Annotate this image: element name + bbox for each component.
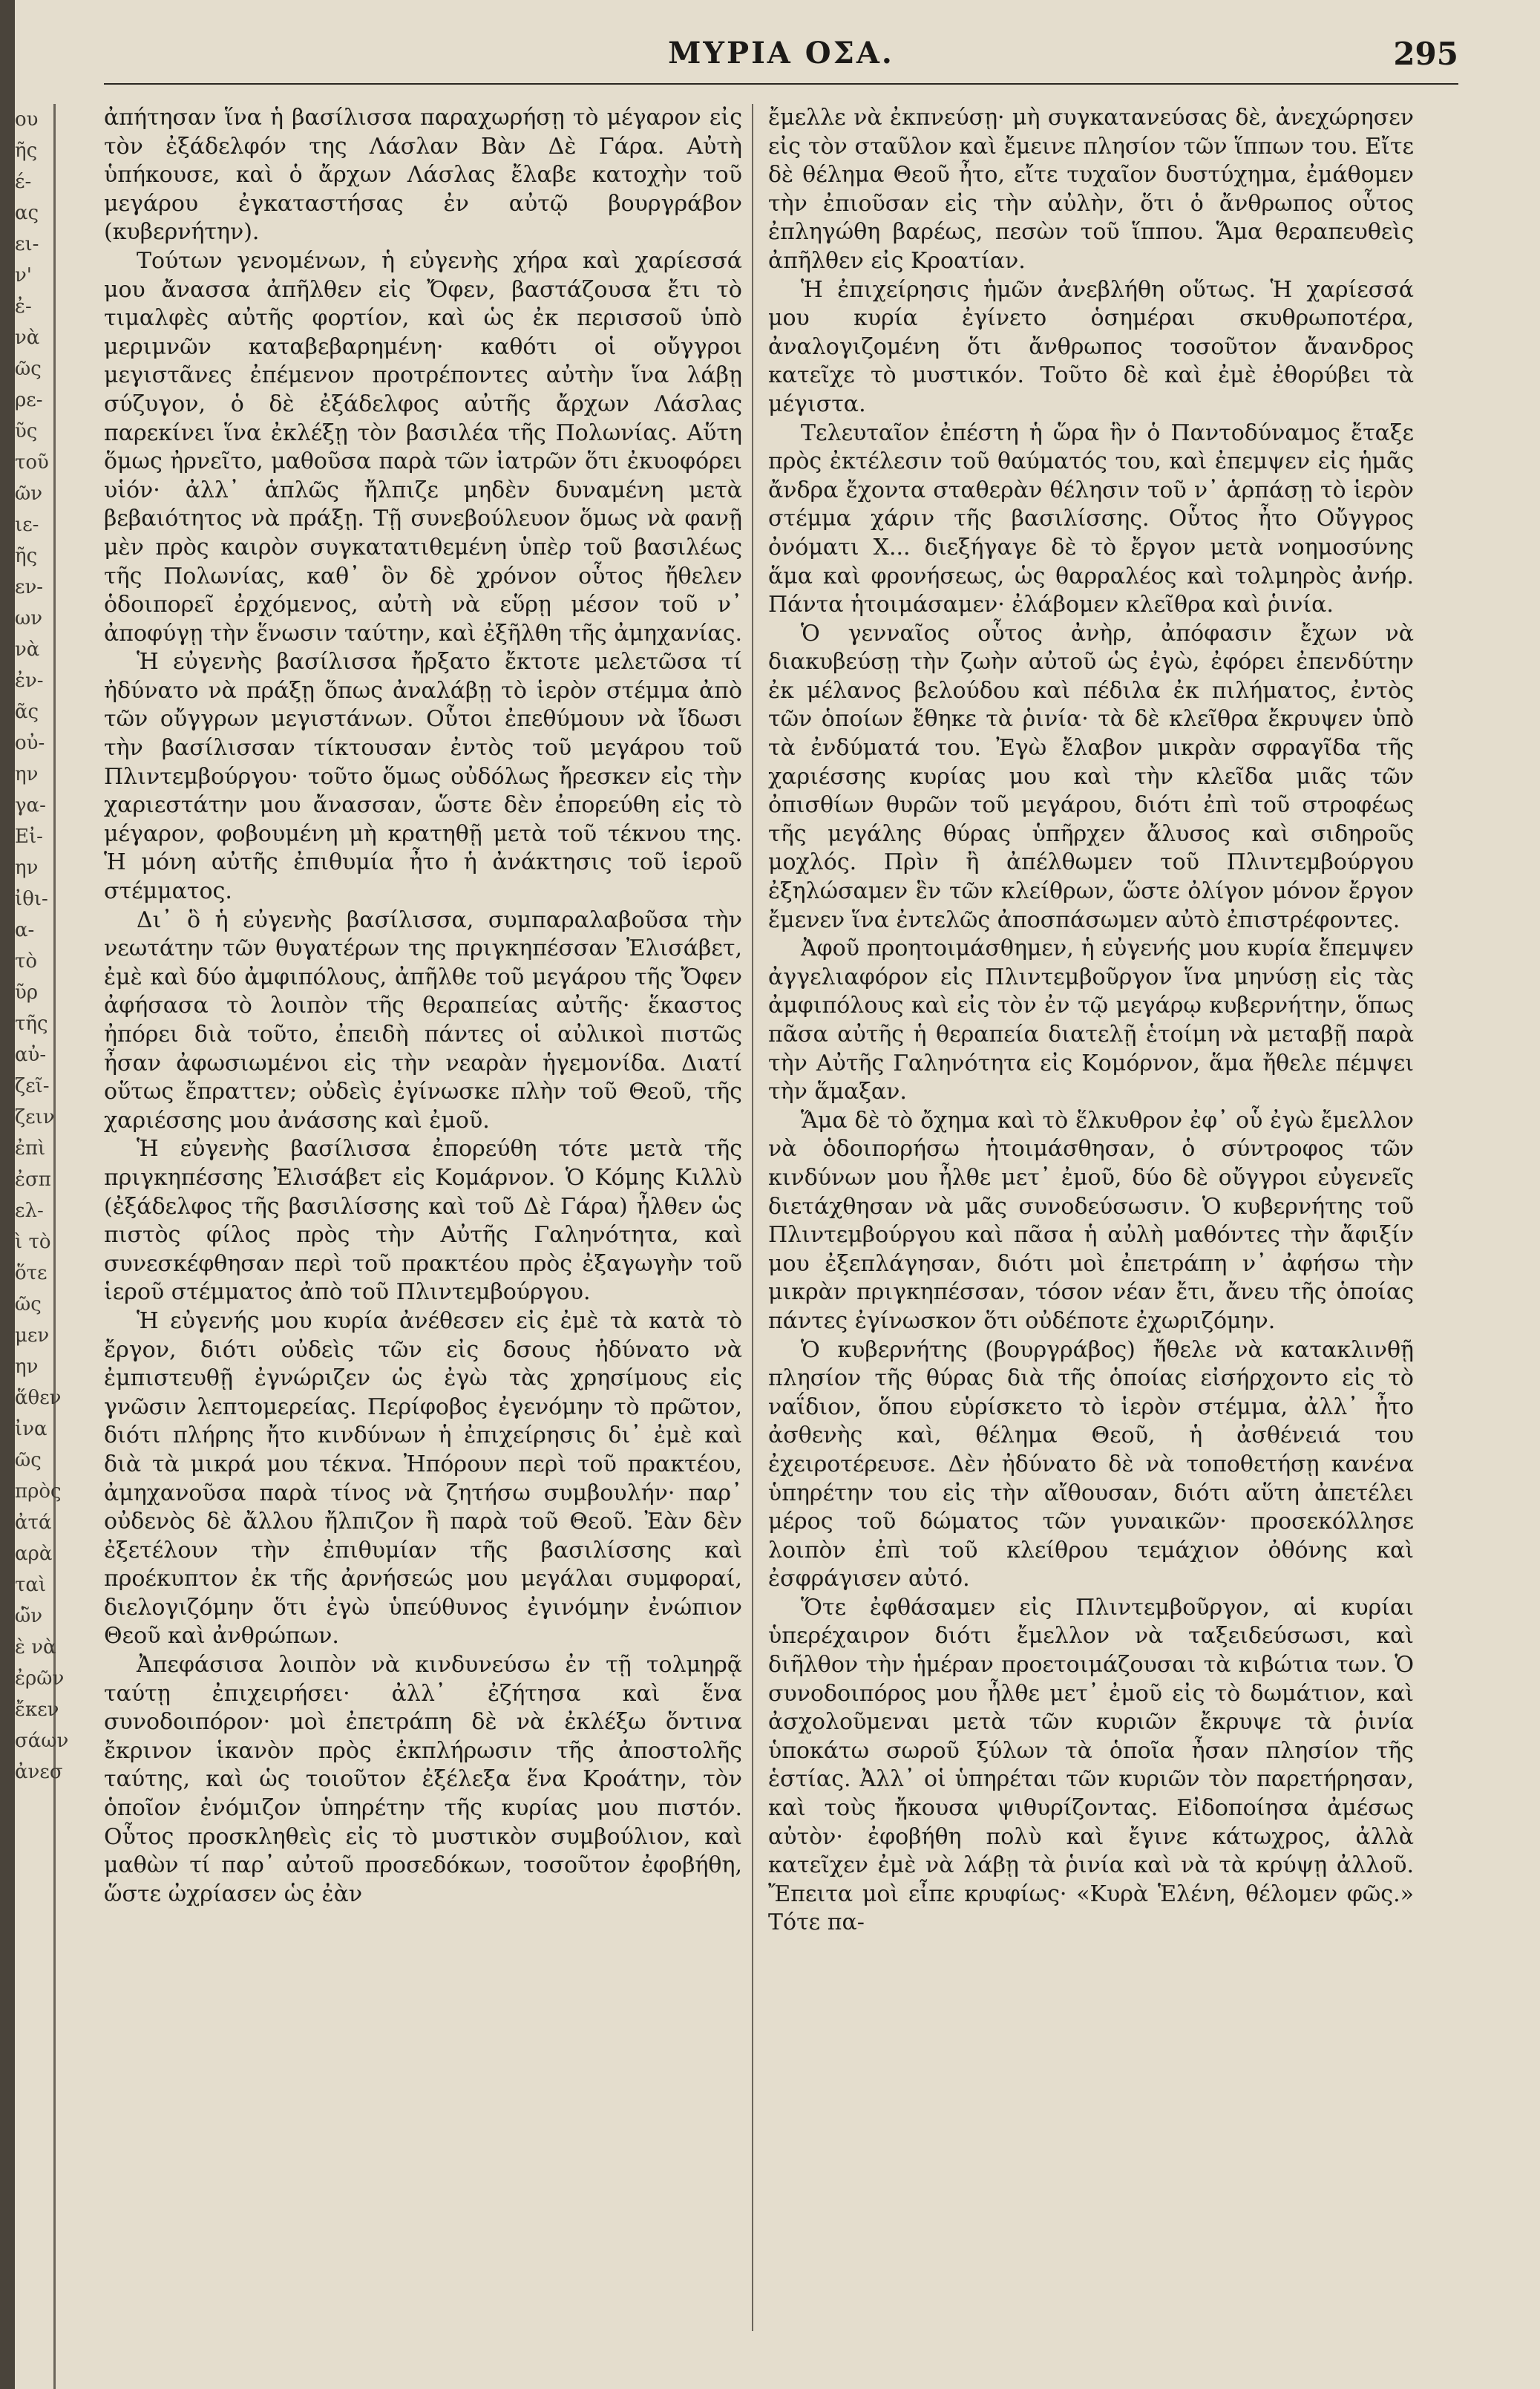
margin-fragment: ὲ νὰ: [15, 1636, 56, 1658]
margin-fragment: ὅτε: [15, 1262, 47, 1284]
margin-fragment: ει-: [15, 233, 39, 255]
margin-fragment: ῶς: [15, 1449, 42, 1471]
left-column: [104, 104, 742, 1909]
margin-fragment: ἐσπ: [15, 1169, 51, 1191]
paragraph: Τελευταῖον ἐπέστη ἡ ὥρα ἣν ὁ Παντοδύναμος ἔταξε πρὸς ἐκτέλεσιν τοῦ θαύματός του, καὶ ἐπεμψεν εἰς ἡμᾶς ἄνδρα ἔχοντα σταθερὰν θέλησιν τοῦ ν᾿ ἁρπάσῃ τὸ ἱερὸν στέμμα χάριν τῆς βασιλίσσης. Οὗτος ἦτο Οὔγγρος ὀνόματι Χ... διεξήγαγε δὲ τὸ ἔργον μετὰ νοημοσύνης ἅμα καὶ φρονήσεως, ὡς θαρραλέος καὶ τολμηρὸς ἀνήρ. Πάντα ἡτοιμάσαμεν· ἐλάβομεν κλεῖθρα καὶ ῥινία.: [768, 419, 1414, 618]
margin-fragment: εν-: [15, 576, 44, 598]
margin-fragment: σάων: [15, 1730, 69, 1752]
page-number: 295: [1393, 36, 1458, 72]
paragraph: Ὁ κυβερνήτης (βουργράβος) ἤθελε νὰ κατακλινθῇ πλησίον τῆς θύρας διὰ τῆς ὁποίας εἰσήρχοντο εἰς τὸ ναΐδιον, ὅπου εὑρίσκετο τὸ ἱερὸν στέμμα, ἀλλ᾿ ἦτο ἀσθενὴς καὶ, θέλημα Θεοῦ, ἡ ἀσθένειά του ἐχειροτέρευσε. Δὲν ἠδύνατο δὲ νὰ τοποθετήσῃ κανένα ὑπηρέτην του εἰς τὴν αἴθουσαν, διότι αὕτη ἀπετέλει μέρος τοῦ δώματος τῶν γυναικῶν· προσεκόλλησε λοιπὸν ἐπὶ τοῦ κλείθρου τεμάχιον ὀθόνης καὶ ἐσφράγισεν αὐτό.: [768, 1336, 1414, 1592]
margin-fragment: νὰ: [15, 638, 40, 661]
margin-fragment: ζειν: [15, 1106, 55, 1128]
paragraph: Ὁ γενναῖος οὗτος ἀνὴρ, ἀπόφασιν ἔχων νὰ διακυβεύσῃ τὴν ζωὴν αὐτοῦ ὡς ἐγὼ, ἐφόρει ἐπενδύτην ἐκ μέλανος βελούδου καὶ πέδιλα ἐκ πιλήματος, ἐντὸς τῶν ὁποίων ἔθηκε τὰ ῥινία· τὰ δὲ κλεῖθρα ἔκρυψεν ὑπὸ τὰ ἐνδύματά του. Ἐγὼ ἔλαβον μικρὰν σφραγῖδα τῆς χαριέσσης κυρίας μου καὶ τὴν κλεῖδα μιᾶς τῶν ὀπισθίων θυρῶν τοῦ μεγάρου, διότι ἐπὶ τοῦ στροφέως τῆς μεγάλης θύρας ὑπῆρχεν ἄλυσος καὶ σιδηροῦς μοχλός. Πρὶν ἢ ἀπέλθωμεν τοῦ Πλιντεμβούργου ἐξηλώσαμεν ἓν τῶν κλείθρων, ὥστε ὀλίγον μόνον ἔργον ἔμενεν ἵνα ἐντελῶς ἀποσπάσωμεν αὐτὸ ἐπιστρέφοντες.: [768, 620, 1414, 933]
margin-fragment: ἀνεσ: [15, 1761, 63, 1783]
margin-fragment: πρὸς: [15, 1480, 62, 1503]
paragraph: Ἡ εὐγενής μου κυρία ἀνέθεσεν εἰς ἐμὲ τὰ κατὰ τὸ ἔργον, διότι οὐδεὶς τῶν εἰς δσους ἠδύνατο νὰ ἐμπιστευθῇ ἐγνώριζεν ὡς ἐγὼ τὰς χρησίμους εἰς γνῶσιν λεπτομερείας. Περίφοβος ἐγενόμην τὸ πρῶτον, διότι πλήρης ἤτο κινδύνων ἡ ἐπιχείρησις δι᾿ ἐμὲ καὶ διὰ τὰ μικρά μου τέκνα. Ἠπόρουν περὶ τοῦ πρακτέου, ἀμηχανοῦσα παρὰ τίνος νὰ ζητήσω συμβουλήν· παρ᾿ οὐδενὸς δὲ ἄλλου ἤλπιζον ἢ παρὰ τοῦ Θεοῦ. Ἐὰν δὲν ἐξετέλουν τὴν ἐπιθυμίαν τῆς βασιλίσσης καὶ προέκυπτον ἐκ τῆς ἀρνήσεώς μου μεγάλαι συμφοραί, διελογιζόμην ὅτι ἐγὼ ὑπεύθυνος ἐγινόμην ἐνώπιον Θεοῦ καὶ ἀνθρώπων.: [104, 1307, 742, 1650]
margin-fragment: ῦρ: [15, 981, 39, 1004]
paragraph: Ἡ εὐγενὴς βασίλισσα ἤρξατο ἔκτοτε μελετῶσα τί ἠδύνατο νὰ πράξῃ ὅπως ἀναλάβῃ τὸ ἱερὸν στέμμα ἀπὸ τῶν οὔγγρων μεγιστάνων. Οὗτοι ἐπεθύμουν νὰ ἴδωσι τὴν βασίλισσαν τίκτουσαν ἐντὸς τοῦ μεγάρου τοῦ Πλιντεμβούργου· τοῦτο ὅμως οὐδόλως ἤρεσκεν εἰς τὴν χαριεστάτην μου ἄνασσαν, ὥστε δὲν ἐπορεύθη εἰς τὸ μέγαρον, φοβουμένη μὴ κρατηθῇ μετὰ τοῦ τέκνου της. Ἡ μόνη αὐτῆς ἐπιθυμία ἦτο ἡ ἀνάκτησις τοῦ ἱεροῦ στέμματος.: [104, 649, 742, 905]
margin-fragment: ην: [15, 857, 39, 879]
margin-fragment: αὐ-: [15, 1044, 47, 1066]
margin-fragment: ἐρῶν: [15, 1667, 65, 1690]
margin-fragment: ὶ τὸ: [15, 1231, 51, 1253]
margin-fragment: ἐν-: [15, 670, 44, 692]
margin-fragment: ῆς: [15, 140, 38, 162]
margin-fragment: οὐ-: [15, 732, 45, 754]
paragraph: Ὅτε ἐφθάσαμεν εἰς Πλιντεμβοῦργον, αἱ κυρίαι ὑπερέχαιρον διότι ἔμελλον νὰ ταξειδεύσωσι, καὶ διῆλθον τὴν ἡμέραν προετοιμάζουσαι τὰ κιβώτια των. Ὁ συνοδοιπόρος μου ἦλθε μετ᾿ ἐμοῦ εἰς τὸ δωμάτιον, καὶ ἀσχολοῦμεναι μετὰ τῶν κυριῶν ἔκρυψε τὰ ῥινία ὑποκάτω σωροῦ ξύλων τὰ ὁποῖα ἦσαν πλησίον τῆς ἑστίας. Ἀλλ᾿ οἱ ὑπηρέται τῶν κυριῶν τὸν παρετήρησαν, καὶ τοὺς ἤκουσα ψιθυρίζοντας. Εἰδοποίησα ἀμέσως αὐτὸν· ἐφοβήθη πολὺ καὶ ἔγινε κάτωχρος, ἀλλὰ κατεῖχεν ἐμὲ νὰ λάβῃ τὰ ῥινία καὶ νὰ τὰ κρύψῃ ἀλλοῦ. Ἔπειτα μοὶ εἶπε κρυφίως· «Κυρὰ Ἑλένη, θέλομεν φῶς.» Τότε πα-: [768, 1594, 1414, 1936]
page-header: [104, 36, 1458, 77]
margin-fragment: ιε-: [15, 514, 39, 536]
paragraph: Ἡ εὐγενὴς βασίλισσα ἐπορεύθη τότε μετὰ τῆς πριγκηπέσσης Ἐλισάβετ εἰς Κομάρνον. Ὁ Κόμης Κιλλὺ (ἐξάδελφος τῆς βασιλίσσης καὶ τοῦ Δὲ Γάρα) ἦλθεν ὡς πιστὸς φίλος πρὸς τὴν Αὐτῆς Γαληνότητα, καὶ συνεσκέφθησαν περὶ τοῦ πρακτέου πρὸς ἐξαγωγὴν τοῦ ἱεροῦ στέμματος ἀπὸ τοῦ Πλιντεμβούργου.: [104, 1136, 742, 1306]
margin-fragment: ᾶς: [15, 701, 39, 723]
margin-fragment: ἰθι-: [15, 888, 48, 910]
margin-fragment: ην: [15, 763, 39, 785]
margin-fragment: ἐ-: [15, 295, 32, 318]
margin-fragment: Εἰ-: [15, 826, 43, 848]
margin-fragment: ὡ̃ν: [15, 1605, 43, 1627]
book-page: [15, 0, 1540, 2389]
margin-fragment: μεν: [15, 1324, 50, 1347]
paragraph: Τούτων γενομένων, ἡ εὐγενὴς χήρα καὶ χαρίεσσά μου ἄνασσα ἀπῆλθεν εἰς Ὄφεν, βαστάζουσα ἔτι τὸ τιμαλφὲς αὐτῆς φορτίον, καὶ ὡς ἐκ περισσοῦ ὑπὸ μεριμνῶν καταβεβαρημένη· καθότι οἱ οὔγγροι μεγιστᾶνες ἐπέμενον προτρέποντες αὐτὴν ἵνα λάβῃ σύζυγον, ὁ δὲ ἐξάδελφος αὐτῆς ἄρχων Λάσλας παρεκίνει ἵνα ἐκλέξῃ τὸν βασιλέα τῆς Πολωνίας. Αὕτη ὅμως ἠρνεῖτο, μαθοῦσα παρὰ τῶν ἰατρῶν ὅτι ἐκυοφόρει υἱόν· ἀλλ᾿ ἁπλῶς ἤλπιζε μηδὲν δυναμένη μετὰ βεβαιότητος νὰ πράξῃ. Τῇ συνεβούλευον ὅμως νὰ φανῇ μὲν πρὸς καιρὸν συγκατατιθεμένη ὑπὲρ τοῦ βασιλέως τῆς Πολωνίας, καθ᾿ ὃν δὲ χρόνον οὗτος ἤθελεν ὁδοιπορεῖ ἐρχόμενος, αὐτὴ νὰ εὕρῃ μέσον τοῦ ν᾿ ἀποφύγῃ τὴν ἕνωσιν ταύτην, καὶ ἐξῆλθη τῆς ἀμηχανίας.: [104, 247, 743, 647]
margin-fragment: ας: [15, 202, 39, 224]
margin-fragment: ου: [15, 108, 39, 131]
margin-fragment: έ-: [15, 171, 32, 193]
margin-fragment: ν': [15, 264, 32, 287]
margin-fragment: ἰνα: [15, 1418, 47, 1440]
margin-fragment: ῆς: [15, 545, 38, 567]
margin-fragment: ἀτά: [15, 1511, 52, 1534]
margin-fragment: ῶς: [15, 1293, 42, 1316]
margin-fragment: α-: [15, 919, 35, 941]
paragraph: ἔμελλε νὰ ἐκπνεύσῃ· μὴ συγκατανεύσας δὲ, ἀνεχώρησεν εἰς τὸν σταῦλον καὶ ἔμεινε πλησίον τῶν ἵππων του. Εἴτε δὲ θέλημα Θεοῦ ἦτο, εἴτε τυχαῖον δυστύχημα, ἐμάθομεν τὴν ἐπιοῦσαν εἰς τὴν αὐλὴν, ὅτι ὁ ἄνθρωπος οὗτος ἐπληγώθη βαρέως, πεσὼν τοῦ ἵππου. Ἅμα θεραπευθεὶς ἀπῆλθεν εἰς Κροατίαν.: [768, 105, 1414, 274]
margin-fragment: ῶς: [15, 358, 42, 380]
paragraph: ἀπήτησαν ἵνα ἡ βασίλισσα παραχωρήσῃ τὸ μέγαρον εἰς τὸν ἐξάδελφόν της Λάσλαν Βὰν Δὲ Γάρα. Αὐτὴ ὑπήκουσε, καὶ ὁ ἄρχων Λάσλας ἔλαβε κατοχὴν τοῦ μεγάρου ἐγκαταστήσας ἐν αὐτῷ βουργράβον (κυβερνήτην).: [104, 105, 742, 246]
margin-fragment: ην: [15, 1356, 39, 1378]
margin-fragment: ἔκεν: [15, 1699, 59, 1721]
header-rule: [104, 83, 1458, 85]
margin-fragment: ῶν: [15, 483, 43, 505]
margin-fragment: τοῦ: [15, 451, 49, 474]
paragraph: Ἀφοῦ προητοιμάσθημεν, ἡ εὐγενής μου κυρία ἔπεμψεν ἀγγελιαφόρον εἰς Πλιντεμβοῦργον ἵνα μηνύσῃ εἰς τὰς ἀμφιπόλους καὶ εἰς τὸν ἐν τῷ μεγάρῳ κυβερνήτην, ὅπως πᾶσα αὐτῆς ἡ θεραπεία διατελῇ ἑτοίμη νὰ μεταβῇ παρὰ τὴν Αὐτῆς Γαληνότητα εἰς Κομόρνον, ἅμα ἤθελε πέμψει τὴν ἅμαξαν.: [768, 935, 1414, 1105]
right-column: [768, 104, 1414, 1938]
margin-fragment: ἅθεν: [15, 1387, 62, 1409]
margin-fragment: ρε-: [15, 389, 43, 411]
margin-fragment: τῆς: [15, 1013, 48, 1035]
margin-fragment: γα-: [15, 794, 46, 817]
margin-fragment: ελ-: [15, 1200, 44, 1222]
paragraph: Ἅμα δὲ τὸ ὄχημα καὶ τὸ ἕλκυθρον ἐφ᾿ οὗ ἐγὼ ἔμελλον νὰ ὁδοιπορήσω ἡτοιμάσθησαν, ὁ σύντροφος τῶν κινδύνων μου ἦλθε μετ᾿ ἐμοῦ, δύο δὲ οὔγγροι εὐγενεῖς διετάχθησαν νὰ μᾶς συνοδεύσωσιν. Ὁ κυβερνήτης τοῦ Πλιντεμβούργου καὶ πᾶσα ἡ αὐλὴ μαθόντες τὴν ἄφιξίν μου ἐξεπλάγησαν, διότι μοὶ ἐπετράπη ν᾿ ἀφήσω τὴν μικρὰν πριγκηπέσσαν, τόσον νέαν ἔτι, ἄνευ τῆς ὁποίας πάντες ἐγίνωσκον ὅτι οὐδέποτε ἐχωριζόμην.: [768, 1107, 1414, 1334]
margin-fragment: ζεῖ-: [15, 1075, 50, 1097]
paragraph: Ἡ ἐπιχείρησις ἡμῶν ἀνεβλήθη οὕτως. Ἡ χαρίεσσά μου κυρία ἐγίνετο ὁσημέραι σκυθρωποτέρα, ἀναλογιζομένη ὅτι ἄνθρωπος τοσοῦτον ἄνανδρος κατεῖχε τὸ μυστικόν. Τοῦτο δὲ καὶ ἐμὲ ἐθορύβει τὰ μέγιστα.: [768, 276, 1414, 417]
margin-fragment: ῦς: [15, 420, 38, 442]
margin-fragment: ων: [15, 607, 43, 630]
column-divider: [752, 104, 753, 2331]
margin-fragment: ταὶ: [15, 1574, 47, 1596]
margin-fragment: ἐπὶ: [15, 1137, 46, 1160]
paragraph: Ἀπεφάσισα λοιπὸν νὰ κινδυνεύσω ἐν τῇ τολμηρᾷ ταύτῃ ἐπιχειρήσει· ἀλλ᾿ ἐζήτησα καὶ ἕνα συνοδοιπόρον· μοὶ ἐπετράπη δὲ νὰ ἐκλέξω ὅντινα ἔκρινον ἱκανὸν πρὸς ἐκπλήρωσιν τῆς ἀποστολῆς ταύτης, καὶ ὡς τοιοῦτον ἐξέλεξα ἕνα Κροάτην, τὸν ὁποῖον ἐνόμιζον ὑπηρέτην τῆς κυρίας μου πιστόν. Οὗτος προσκληθεὶς εἰς τὸ μυστικὸν συμβούλιον, καὶ μαθὼν τί παρ᾿ αὐτοῦ προσεδόκων, τοσοῦτον ἐφοβήθη, ὥστε ὠχρίασεν ὡς ἐὰν: [104, 1652, 742, 1907]
facing-page-margin: [15, 104, 69, 2389]
running-title: ΜΥΡΙΑ ΟΣΑ.: [668, 36, 894, 71]
paragraph: Δι᾿ ὃ ἡ εὐγενὴς βασίλισσα, συμπαραλαβοῦσα τὴν νεωτάτην τῶν θυγατέρων της πριγκηπέσσαν Ἐλισάβετ, ἐμὲ καὶ δύο ἀμφιπόλους, ἀπῆλθε τοῦ μεγάρου τῆς Ὄφεν ἀφήσασα τὸ λοιπὸν τῆς θεραπείας αὐτῆς· ἕκαστος ἠπόρει διὰ τοῦτο, ἐπειδὴ πάντες οἱ αὐλικοὶ πιστῶς ἦσαν ἀφωσιωμένοι εἰς τὴν νεαρὰν ἡγεμονίδα. Διατί οὕτως ἔπραττεν; οὐδεὶς ἐγίνωσκε πλὴν τοῦ Θεοῦ, τῆς χαριέσσης μου ἀνάσσης καὶ ἐμοῦ.: [104, 906, 742, 1134]
margin-fragment: τὸ: [15, 950, 38, 973]
margin-fragment: αρὰ: [15, 1543, 53, 1565]
margin-fragment: νὰ: [15, 327, 40, 349]
